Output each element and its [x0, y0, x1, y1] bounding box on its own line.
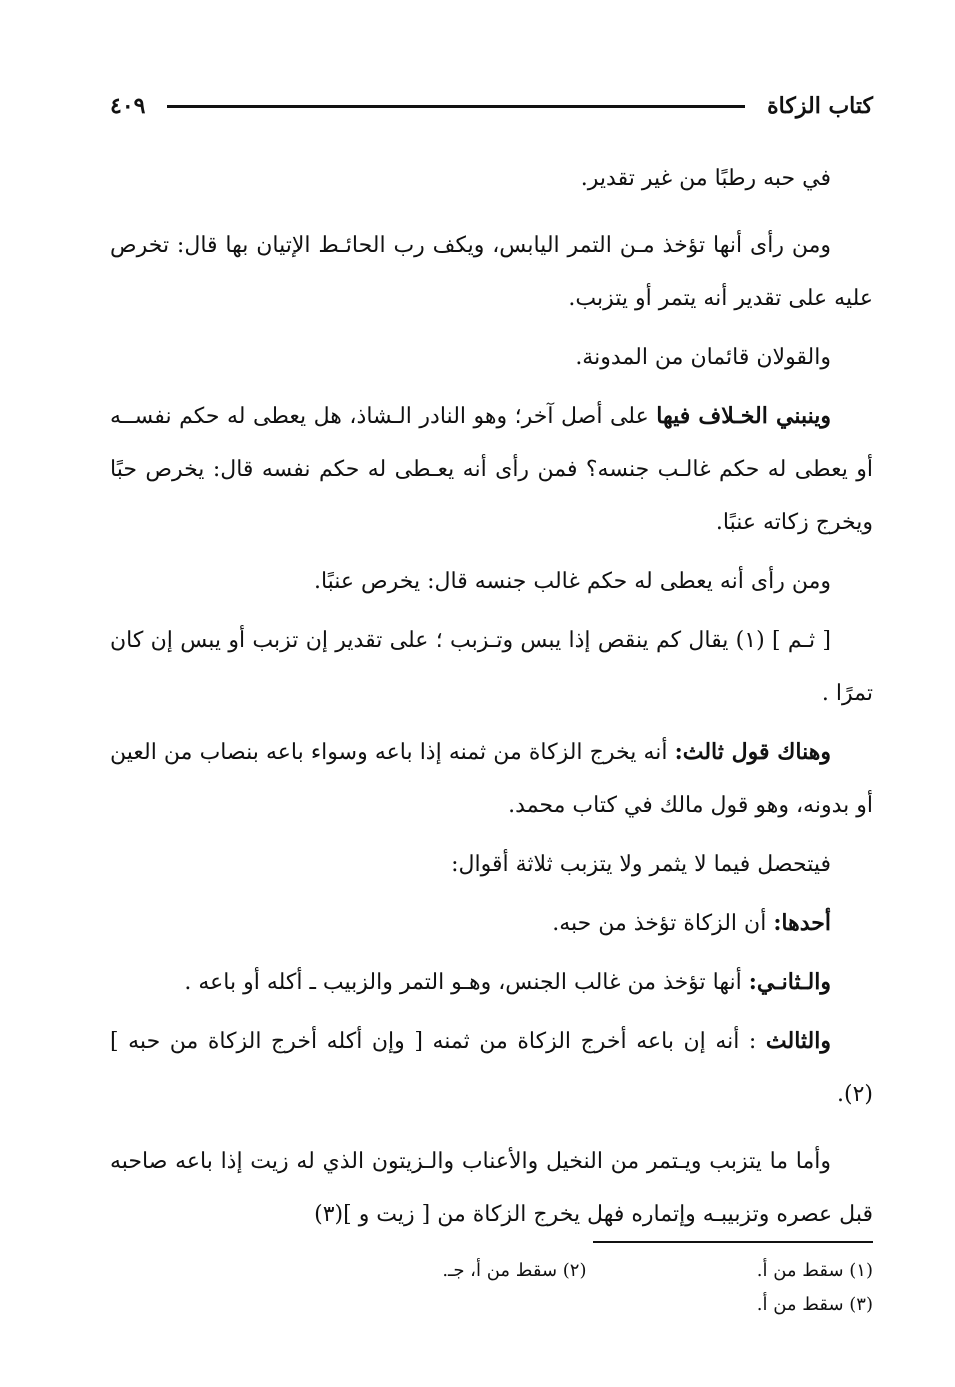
paragraph-text: أنه يخرج الزكاة من ثمنه إذا باعه وسواء باعه بنصاب من العين أو بدونه، وهو قول مالك في كتاب محمد. [110, 740, 873, 818]
chapter-title: كتاب الزكاة [767, 93, 873, 119]
paragraph-text: [ ثـم ] (١) يقال كم ينقص إذا يبس وتـزبب ؛ على تقدير إن تزبب أو يبس إن كان تمرًا . [110, 628, 873, 706]
page-number: ٤٠٩ [110, 93, 146, 119]
paragraph-text: في حبه رطبًا من غير تقدير. [580, 166, 831, 191]
paragraph-text: وأما ما يتزبب ويـتمر من النخيل والأعناب والـزيتون الذي له زيت إذا باعه صاحبه قبل عصره وتزبيبـه وإتماره فهل يخرج الزكاة من [ زيت و ](٣) [110, 1149, 873, 1227]
paragraph-10 [110, 956, 873, 1009]
paragraph-12 [110, 1135, 873, 1241]
paragraph-text: : أنه إن باعه أخرج الزكاة من ثمنه [ وإن أكله أخرج الزكاة من حبه ] (٢). [110, 1029, 873, 1107]
paragraph-text: على أصل آخر؛ وهو النادر الـشاذ، هل يعطى له حكم نفســه أو يعطى له حكم غالـب جنسه؟ فمن رأى أنه يعـطى له حكم نفسه قال: يخرص حبًا ويخرج زكاته عنبًا. [110, 404, 873, 535]
paragraph-lead: وهناك قول ثالث: [674, 739, 832, 765]
main-text [110, 152, 873, 1247]
footnote-row [300, 1288, 873, 1322]
paragraph-text: أنها تؤخذ من غالب الجنس، وهـو التمر والزبيب ـ أكله أو باعه . [184, 970, 749, 995]
paragraph-8 [110, 838, 873, 891]
paragraph-lead: أحدها: [773, 910, 831, 936]
paragraph-lead: والثالث [765, 1028, 831, 1054]
paragraph-text: أن الزكاة تؤخذ من حبه. [552, 911, 774, 936]
footnote-row [300, 1254, 873, 1288]
footnote-1: (١) سقط من أ. [756, 1260, 873, 1281]
paragraph-2 [110, 219, 873, 325]
footnotes [300, 1254, 873, 1322]
paragraph-11 [110, 1015, 873, 1121]
footnote-2: (٢) سقط من أ، جـ. [442, 1260, 587, 1281]
running-header [110, 86, 873, 126]
header-rule [167, 105, 745, 108]
paragraph-5 [110, 555, 873, 608]
paragraph-9 [110, 897, 873, 950]
paragraph-text: فيتحصل فيما لا يثمر ولا يتزبب ثلاثة أقوال: [451, 852, 831, 877]
paragraph-6 [110, 614, 873, 720]
paragraph-text: ومن رأى أنه يعطى له حكم غالب جنسه قال: يخرص عنبًا. [313, 569, 831, 594]
paragraph-text: ومن رأى أنها تؤخذ مـن التمر اليابس، ويكف رب الحائـط الإتيان بها قال: تخرص عليه على تقدير أنه يتمر أو يتزبب. [110, 233, 873, 311]
paragraph-3 [110, 331, 873, 384]
footnote-separator [593, 1241, 873, 1243]
paragraph-4 [110, 390, 873, 549]
footnote-3: (٣) سقط من أ. [756, 1294, 873, 1315]
paragraph-lead: والـثانـي: [748, 969, 831, 995]
paragraph-7 [110, 726, 873, 832]
paragraph-1 [110, 152, 873, 205]
paragraph-text: والقولان قائمان من المدونة. [575, 345, 831, 370]
paragraph-lead: وينبني الخـلاف فيها [656, 403, 831, 429]
